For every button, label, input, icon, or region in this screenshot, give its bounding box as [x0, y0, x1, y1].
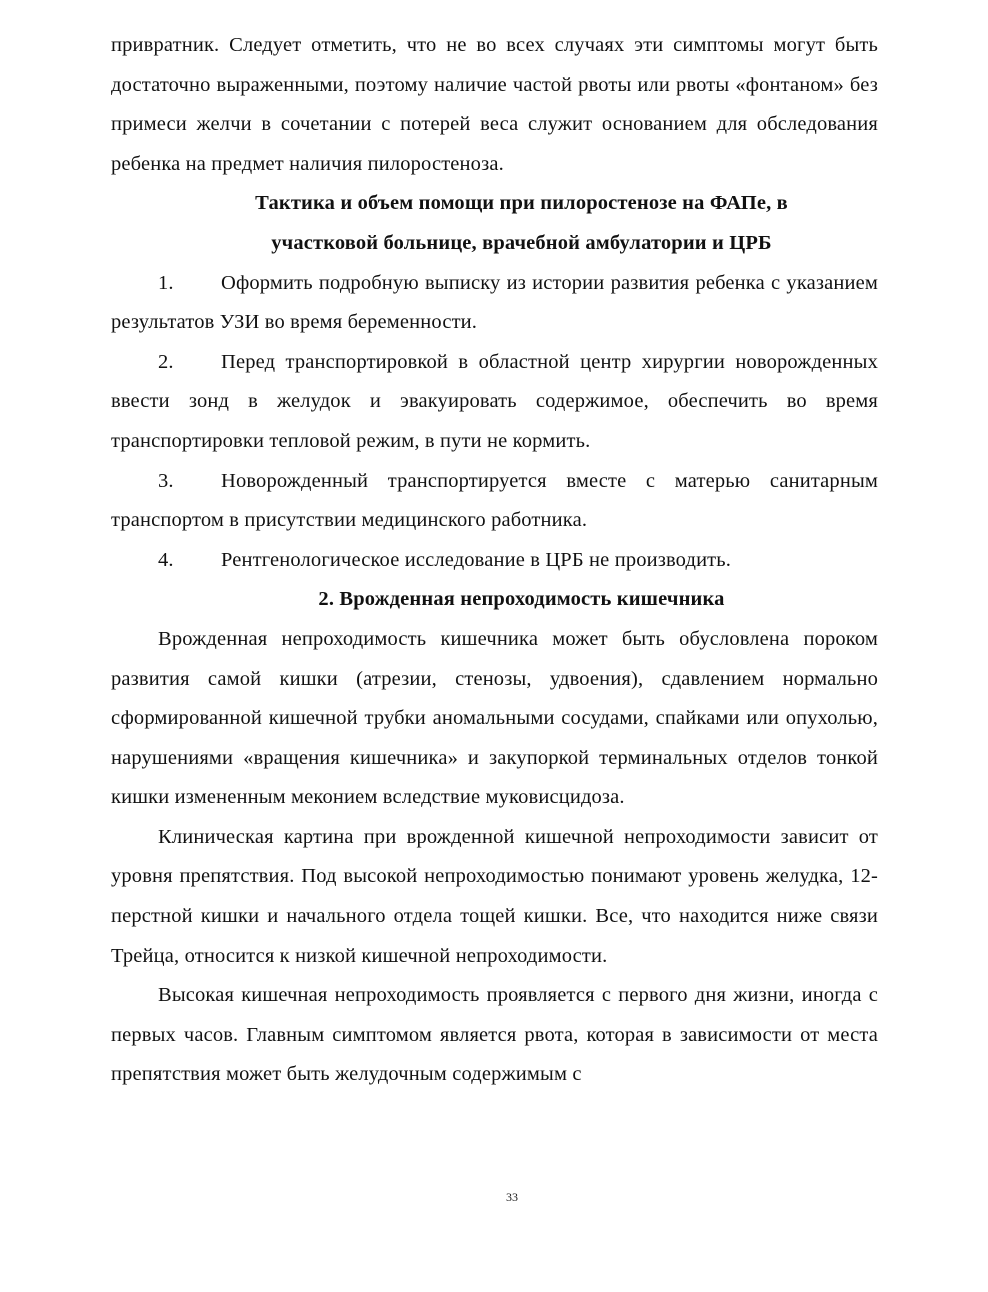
- section-heading: 2. Врожденная непроходимость кишечника: [318, 588, 725, 611]
- list-item-number: 3.: [158, 469, 174, 492]
- list-item: [111, 343, 878, 462]
- tactics-heading-line-1: Тактика и объем помощи при пилоростенозе на ФАПе, в: [255, 192, 788, 215]
- list-item-text: Оформить подробную выписку из истории развития ребенка с указанием результатов УЗИ во время беременности.: [111, 271, 878, 334]
- body-paragraph: Высокая кишечная непроходимость проявляется с первого дня жизни, иногда с первых часов. Главным симптомом является рвота, которая в зависимости от места препятствия может быть желудочным содержимым с: [111, 984, 878, 1086]
- list-item-text: Новорожденный транспортируется вместе с матерью санитарным транспортом в присутствии медицинского работника.: [111, 469, 878, 532]
- list-item-text: Рентгенологическое исследование в ЦРБ не производить.: [221, 548, 732, 571]
- page-number: 33: [506, 1190, 518, 1204]
- list-item-number: 4.: [158, 548, 174, 571]
- tactics-heading-line-2: участковой больнице, врачебной амбулатории и ЦРБ: [271, 231, 772, 254]
- document-page: [111, 26, 878, 1095]
- list-item: [111, 264, 878, 343]
- list-item: [111, 541, 878, 581]
- list-item-number: 1.: [158, 271, 174, 294]
- list-item-text: Перед транспортировкой в областной центр хирургии новорожденных ввести зонд в желудок и эвакуировать содержимое, обеспечить во время транспортировки тепловой режим, в пути не кормить.: [111, 350, 878, 452]
- list-item-number: 2.: [158, 350, 174, 373]
- body-paragraph: Клиническая картина при врожденной кишечной непроходимости зависит от уровня препятствия. Под высокой непроходимостью понимают уровень желудка, 12-перстной кишки и начального отдела тощей кишки. Все, что находится ниже связи Трейца, относится к низкой кишечной непроходимости.: [111, 825, 878, 967]
- body-paragraph: Врожденная непроходимость кишечника может быть обусловлена пороком развития самой кишки (атрезии, стенозы, удвоения), сдавлением нормально сформированной кишечной трубки аномальными сосудами, спайками или опухолью, нарушениями «вращения кишечника» и закупоркой терминальных отделов тонкой кишки измененным меконием вследствие муковисцидоза.: [111, 627, 878, 809]
- tactics-heading: [111, 184, 878, 263]
- list-item: [111, 462, 878, 541]
- intro-paragraph: привратник. Следует отметить, что не во всех случаях эти симптомы могут быть достаточно выраженными, поэтому наличие частой рвоты или рвоты «фонтаном» без примеси желчи в сочетании с потерей веса служит основанием для обследования ребенка на предмет наличия пилоростеноза.: [111, 34, 878, 175]
